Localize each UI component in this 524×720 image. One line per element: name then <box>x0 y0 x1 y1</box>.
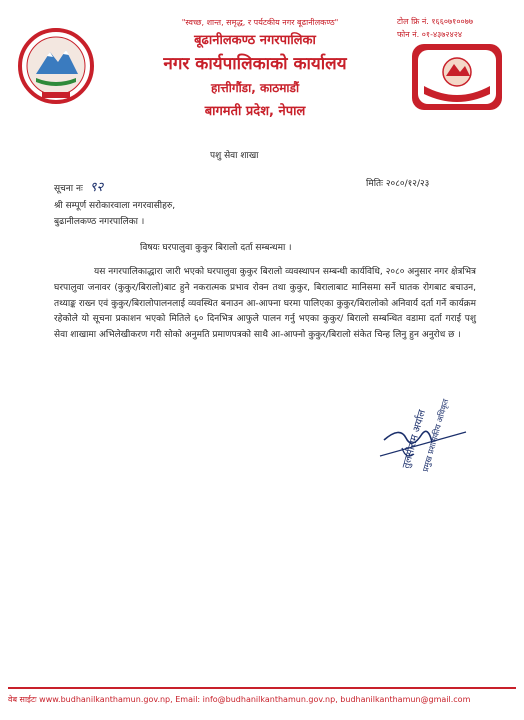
notice-reference <box>54 177 103 195</box>
reference-label: सूचना नः <box>54 184 83 194</box>
phone-number: फोन नं. ०१-४३७२४२४ <box>397 30 463 39</box>
province-name: बागमती प्रदेश, नेपाल <box>204 104 306 119</box>
office-name: नगर कार्यपालिकाको कार्यालय <box>163 54 347 74</box>
nepal-emblem-icon <box>14 22 98 106</box>
section-name: पशु सेवा शाखा <box>210 151 259 161</box>
notice-body: यस नगरपालिकाद्धारा जारी भएको घरपालुवा कुकुर बिरालो व्यवस्थापन सम्बन्धी कार्यविधि, २०८० अनुसार नगर क्षेत्रभित्र घरपालुवा जनावर (कुकुर/बिरालो)बाट हुने नकरात्मक प्रभाव रोक्न तथा कुकुर, बिरालाबाट मानिसमा सर्ने घातक रोगबाट बचाउन, तथ्याङ्क राख्न एवं कुकुर/बिरालोपालनलाई व्यवस्थित बनाउन आ-आफ्ना घरमा पालिएका कुकुर/बिरालोको अनिवार्य दर्ता गर्ने कार्यक्रम रहेकोले यो सूचना प्रकाशन भएको मितिले ६० दिनभित्र आफुले पालन गर्नु भएका कुकुर/ बिरालो सम्बन्धित वडामा दर्ता गराई पशु सेवा शाखामा अभिलेखीकरण गरी सोको अनुमति प्रमाणपत्रको साथै आ-आफ्नो कुकुर/बिरालो संकेत चिन्ह लिनु हुन अनुरोध छ । <box>54 267 476 341</box>
page-footer <box>8 687 516 713</box>
footer-contact: वेब साईटः www.budhanilkanthamun.gov.np, Email: info@budhanilkanthamun.gov.np, budhanilkanthamun@gmail.com <box>8 695 471 704</box>
toll-free-number: टोल फ्रि नं. १६६०७१००७७ <box>397 17 473 26</box>
notice-date: मितिः २०८०/१२/२३ <box>366 179 430 189</box>
motto: "स्वच्छ, शान्त, समृद्ध, र पर्यटकीय नगर बूढानीलकण्ठ" <box>181 18 339 27</box>
addressee-line-1: श्री सम्पूर्ण सरोकारवाला नगरवासीहरु, <box>54 201 176 211</box>
municipality-name: बूढानीलकण्ठ नगरपालिका <box>194 33 316 48</box>
office-location: हात्तीगौंडा, काठमाडौं <box>210 81 300 95</box>
signatory-title: प्रमुख प्रशासकीय अधिकृत <box>420 398 451 473</box>
footer-divider <box>8 687 516 689</box>
signatory-name: तुलसीराम अर्याल <box>400 408 429 470</box>
municipality-logo-icon <box>410 42 504 112</box>
reference-number: ९२ <box>89 180 104 195</box>
subject-line: विषयः घरपालुवा कुकुर बिरालो दर्ता सम्बन्धमा । <box>140 243 292 253</box>
addressee-line-2: बुढानीलकण्ठ नगरपालिका । <box>54 217 145 227</box>
contact-numbers <box>397 15 473 41</box>
